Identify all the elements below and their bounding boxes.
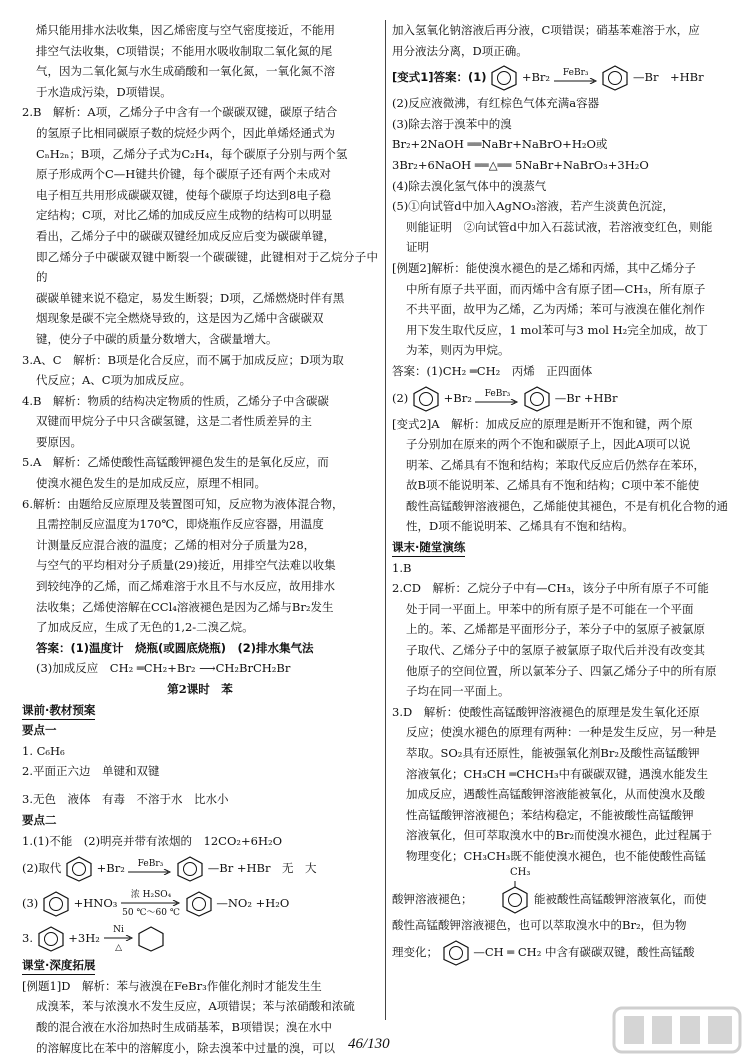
right-c-line-11: 加成反应，遇酸性高锰酸钾溶液能被氧化，从而使溴水及酸 (406, 787, 705, 802)
left-line-1: 排空气法收集，C项错误；不能用水吸收制取二氧化氮的尾 (36, 43, 333, 58)
column-divider (385, 20, 386, 1020)
left-line-15: 3.A、C 解析：B项是化合反应，而不属于加成反应；D项为取 (22, 352, 344, 367)
right-b-line-1: 子分别加在原来的两个不饱和碳原子上，因此A项可以说 (406, 437, 691, 452)
section-heading-pre-class: 课前·教材预案 (22, 702, 95, 720)
right-c-line-12: 性高锰酸钾溶液褪色；苯结构稳定，不能被酸性高锰酸钾 (406, 807, 694, 822)
right-text-block-b (392, 414, 730, 538)
right-a-line-11: 用下发生取代反应，1 mol苯可与3 mol H₂完全加成，故丁 (406, 322, 708, 337)
right-c-line-7: 3.D 解析：使酸性高锰酸钾溶液褪色的原理是发生氧化还原 (392, 704, 700, 719)
benzene-ring-icon (523, 386, 551, 412)
benzene-ring-icon (601, 65, 629, 91)
right-text-block-c (392, 558, 730, 867)
key1-item-1: 1. C₆H₆ (22, 743, 65, 758)
left-line-9: 定结构；C项，对比乙烯的加成反应生成物的结构可以明显 (36, 208, 333, 223)
toluene-line (392, 867, 730, 915)
right-c-line-8: 反应；使溴水褪色的原理有两种：一种是发生反应，另一种是 (406, 725, 717, 740)
left-line-6: CₙH₂ₙ；B项，乙烯分子式为C₂H₄，每个碳原子分别与两个氢 (36, 146, 348, 161)
benzene-ring-icon (490, 65, 518, 91)
right-c-line-3: 上的。苯、乙烯都是平面形分子，苯分子中的氢原子被氯原 (406, 622, 705, 637)
reaction-arrow: FeBr₃ (475, 390, 519, 408)
left-tail-line-1: 成溴苯，苯与浓溴水不发生反应，A项错误；苯与浓硝酸和浓硫 (36, 999, 355, 1014)
cyclohexane-ring-icon (137, 926, 165, 952)
benzene-ring-icon (412, 386, 440, 412)
right-c-line-6: 子均在同一平面上。 (406, 684, 510, 699)
right-a-line-12: 为苯，则丙为甲烷。 (406, 343, 510, 358)
left-tail-line-3: 的溶解度比在苯中的溶解度小，除去溴苯中过量的溴，可以 (36, 1040, 335, 1055)
left-text-block (22, 20, 378, 638)
right-a-line-5: (5)①向试管d中加入AgNO₃溶液，若产生淡黄色沉淀， (392, 199, 674, 214)
right-a-line-4: (4)除去溴化氢气体中的溴蒸气 (392, 178, 547, 193)
toluene-text-before: 酸钾溶液褪色； (392, 891, 473, 906)
right-c-line-2: 处于同一平面上。甲苯中的所有原子是不可能在一个平面 (406, 601, 694, 616)
right-a-line-1: (3)除去溶于溴苯中的溴 (392, 116, 512, 131)
right-a-line-7: 证明 (406, 240, 429, 255)
right-b-line-3: 故B项不能说明苯、乙烯具有不饱和结构；C项中苯不能使 (406, 478, 700, 493)
key1-item-2: 2.平面正六边 单键和双键 (22, 764, 160, 779)
left-line-16: 代反应；A、C项为加成反应。 (36, 373, 192, 388)
right-text-top (392, 20, 730, 61)
right-c-line-5: 他原子的空间位置，所以氯苯分子、四氯乙烯分子中的所有原 (406, 663, 717, 678)
left-line-5: 的氢原子比相同碳原子数的烷烃少两个，因此单烯烃通式为 (36, 125, 335, 140)
left-line-4: 2.B 解析：A项，乙烯分子中含有一个碳碳双键，碳原子结合 (22, 105, 338, 120)
lesson-title: 第2课时 苯 (167, 682, 233, 696)
left-line-20: 5.A 解析：乙烯使酸性高锰酸钾褪色发生的是氧化反应，而 (22, 455, 329, 470)
left-line-18: 双键而甲烷分子中只含碳氢键，这是二者性质差异的主 (36, 414, 312, 429)
left-line-25: 与空气的平均相对分子质量(29)接近，用排空气法难以收集 (36, 558, 336, 573)
left-line-10: 看出，乙烯分子中的碳碳双键经加成反应后变为碳碳单键， (36, 228, 335, 243)
right-b-line-5: 性，D项不能说明苯、乙烯具有不饱和结构。 (406, 519, 634, 534)
right-c-line-14: 物理变化；CH₃CH₃既不能使溴水褪色，也不能使酸性高锰 (406, 848, 706, 863)
toluene-ring-icon (500, 881, 530, 915)
benzene-ring-icon (65, 856, 93, 882)
left-line-17: 4.B 解析：物质的结构决定物质的性质，乙烯分子中含碳碳 (22, 393, 329, 408)
left-tail-line-0: [例题1]D 解析：苯与液溴在FeBr₃作催化剂时才能发生生 (22, 978, 322, 993)
benzene-ring-icon (185, 891, 213, 917)
right-line-0: 加入氢氧化钠溶液后再分液，C项错误；硝基苯难溶于水，应 (392, 23, 700, 37)
left-line-22: 6.解析：由题给反应原理及装置图可知，反应物为液体混合物， (22, 496, 344, 511)
benzene-ring-icon (176, 856, 204, 882)
right-text-line-e: 酸性高锰酸钾溶液褪色，也可以萃取溴水中的Br₂，但为物 (392, 917, 687, 932)
reaction-arrow: FeBr₃ (128, 860, 172, 878)
right-text-block-a (392, 93, 730, 381)
left-line-0: 烯只能用排水法收集，因乙烯密度与空气密度接近，不能用 (36, 23, 335, 37)
left-line-8: 电子相互共用形成碳碳双键，使每个碳原子均达到8电子稳 (36, 187, 331, 202)
key2-item-3: (3) +HNO₃ 浓 H₂SO₄ 50 ℃～60 ℃ —NO₂ +H₂O (22, 889, 290, 918)
toluene-ch3-label: CH₃ (510, 866, 531, 878)
left-line-24: 计测量反应混合液的温度；乙烯的相对分子质量为28， (36, 537, 316, 552)
right-a-line-8: [例题2]解析：能使溴水褪色的是乙烯和丙烯，其中乙烯分子 (392, 260, 696, 275)
reaction-arrow: FeBr₃ (554, 69, 598, 87)
right-a-line-10: 不共平面，故甲为乙烯，乙为丙烯；苯可与液溴在催化剂作 (406, 302, 705, 317)
q6-answer-line-1: 答案：(1)温度计 烧瓶(或圆底烧瓶) (2)排水集气法 (36, 640, 314, 655)
right-a-line-2: Br₂+2NaOH ══NaBr+NaBrO+H₂O或 (392, 137, 608, 152)
styrene-ring-icon (442, 940, 470, 966)
key2-item-1: 1.(1)不能 (2)明亮并带有浓烟的 12CO₂+6H₂O (22, 833, 283, 848)
right-b-line-4: 酸性高锰酸钾溶液褪色，乙烯能使其褪色，不是有机化合物的通 (406, 498, 728, 513)
left-line-28: 了加成反应，生成了无色的1,2-二溴乙烷。 (36, 620, 254, 635)
section-heading-in-class: 课堂·深度拓展 (22, 957, 95, 975)
page-number: 46/130 (348, 1036, 390, 1052)
reaction-arrow: Ni △ (104, 926, 134, 953)
benzene-ring-icon (37, 926, 65, 952)
reaction-arrow: 浓 H₂SO₄ 50 ℃～60 ℃ (122, 889, 180, 918)
key-point-2-heading: 要点二 (22, 812, 57, 827)
watermark-logo (612, 1004, 742, 1056)
key1-item-3: 3.无色 液体 有毒 不溶于水 比水小 (22, 792, 229, 807)
left-line-26: 到较纯净的乙烯，而乙烯难溶于水且不与水反应，故用排水 (36, 579, 335, 594)
variant-1-answer: [变式1]答案：(1) +Br₂ FeBr₃ —Br +HBr (392, 61, 730, 93)
right-c-line-1: 2.CD 解析：乙烷分子中有—CH₃，该分子中所有原子不可能 (392, 581, 709, 596)
example-2-equation: (2) +Br₂ FeBr₃ —Br +HBr (392, 382, 730, 414)
left-tail-line-2: 酸的混合液在水浴加热时生成硝基苯，B项错误；溴在水中 (36, 1019, 332, 1034)
right-a-line-3: 3Br₂+6NaOH ══△══ 5NaBr+NaBrO₃+3H₂O (392, 157, 649, 172)
left-line-21: 使溴水褪色发生的是加成反应，原理不相同。 (36, 476, 266, 491)
left-line-23: 且需控制反应温度为170℃，即烧瓶作反应容器，用温度 (36, 517, 324, 532)
left-line-12: 碳碳单键来说不稳定，易发生断裂；D项，乙烯燃烧时伴有黑 (36, 290, 345, 305)
left-line-2: 气，因为二氧化氮与水生成硝酸和一氧化氮，一氧化氮不溶 (36, 64, 335, 79)
q6-answer-line-2: (3)加成反应 CH₂ ═CH₂+Br₂ ⟶CH₂BrCH₂Br (36, 661, 291, 676)
left-line-13: 烟现象是碳不完全燃烧导致的，这是因为乙烯中含碳碳双 (36, 311, 324, 326)
right-a-line-0: (2)反应液微沸，有红棕色气体充满a容器 (392, 96, 600, 111)
left-line-3: 于水造成污染，D项错误。 (36, 84, 172, 99)
styrene-line: 理变化； —CH ═ CH₂ 中含有碳碳双键，酸性高锰酸 (392, 935, 730, 969)
right-a-line-6: 则能证明 ②向试管d中加入石蕊试液，若溶液变红色，则能 (406, 219, 713, 234)
left-line-11: 即乙烯分子中碳碳双键中断裂一个碳碳键，此键相对于乙烷分子中的 (36, 249, 378, 285)
right-line-1: 用分液法分离，D项正确。 (392, 43, 528, 58)
left-column (22, 20, 378, 1058)
benzene-ring-icon (42, 891, 70, 917)
right-c-line-4: 子取代、乙烯分子中的氢原子被氯原子取代后并没有改变其 (406, 643, 705, 658)
right-c-line-10: 溶液氧化；CH₃CH ═CHCH₃中有碳碳双键，遇溴水能发生 (406, 766, 709, 781)
right-column (392, 20, 730, 969)
example-1-block (22, 976, 378, 1058)
right-b-line-2: 明苯、乙烯具有不饱和结构；苯取代反应后仍然存在苯环， (406, 457, 705, 472)
section-heading-after-class: 课末·随堂演练 (392, 539, 465, 557)
key2-item-2: (2)取代 +Br₂ FeBr₃ —Br +HBr 无 大 (22, 851, 378, 885)
right-c-line-13: 溶液氧化，但可萃取溴水中的Br₂而使溴水褪色，此过程属于 (406, 828, 713, 843)
left-line-19: 要原因。 (36, 434, 82, 449)
right-a-line-13: 答案：(1)CH₂ ═CH₂ 丙烯 正四面体 (392, 363, 593, 378)
right-b-line-0: [变式2]A 解析：加成反应的原理是断开不饱和键，两个原 (392, 416, 693, 431)
left-line-27: 法收集；乙烯使溶解在CCl₄溶液褪色是因为乙烯与Br₂发生 (36, 599, 334, 614)
right-c-line-9: 萃取。SO₂具有还原性，能被强氧化剂Br₂及酸性高锰酸钾 (406, 746, 700, 760)
toluene-text-after: 能被酸性高锰酸钾溶液氧化，而使 (534, 891, 707, 906)
key-point-1-heading: 要点一 (22, 723, 57, 738)
left-line-7: 原子形成两个C—H键共价键，每个碳原子还有两个未成对 (36, 167, 331, 182)
left-line-14: 键，使分子中碳的质量分数增大，含碳量增大。 (36, 331, 278, 346)
key2-item-4: 3. +3H₂ Ni △ (22, 921, 378, 955)
right-c-line-0: 1.B (392, 560, 412, 575)
right-a-line-9: 中所有原子共平面，而丙烯中含有原子团—CH₃，所有原子 (406, 281, 706, 296)
